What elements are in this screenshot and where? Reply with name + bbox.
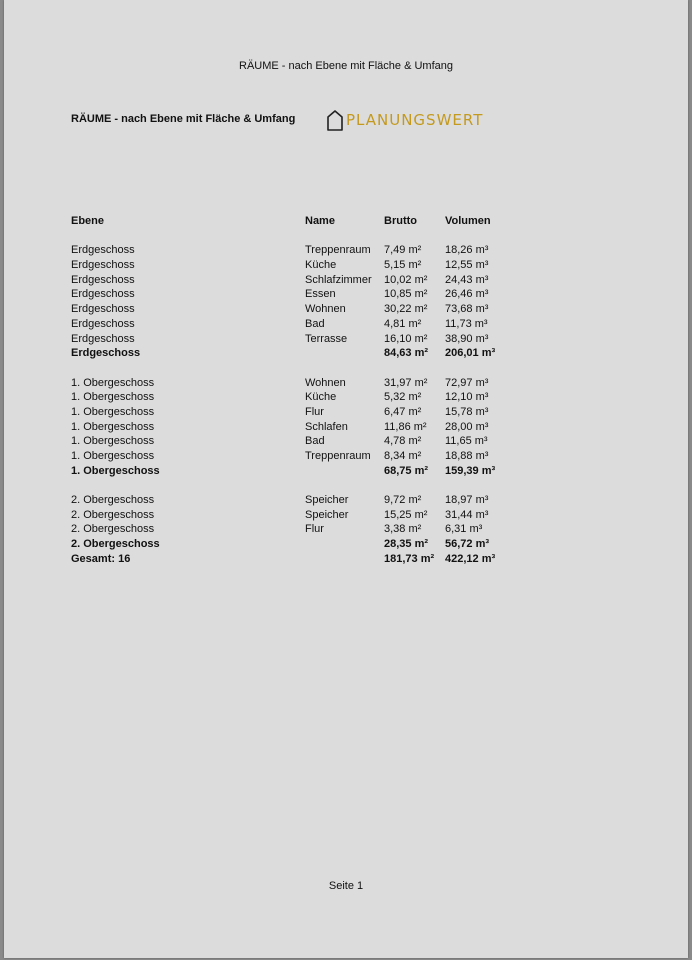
cell-volumen: 18,26 m³ [445,244,489,257]
cell-ebene: 1. Obergeschoss [71,435,155,448]
cell-brutto: 10,85 m² [384,288,428,301]
cell-ebene: 1. Obergeschoss [71,450,155,462]
cell-ebene: 1. Obergeschoss [71,420,155,433]
cell-volumen: 31,44 m³ [445,508,489,521]
page-number: Seite 1 [328,880,364,892]
cell-ebene: Erdgeschoss [71,244,135,257]
cell-volumen: 38,90 m³ [445,332,489,345]
column-header-volumen: Volumen [445,215,491,227]
cell-name: Wohnen [305,376,346,389]
cell-ebene: Erdgeschoss [71,273,135,286]
cell-volumen: 28,00 m³ [445,420,489,433]
cell-name: Flur [305,523,324,536]
cell-volumen: 11,73 m³ [445,317,488,330]
cell-name: Treppenraum [305,450,371,462]
cell-ebene: 1. Obergeschoss [71,391,155,404]
cell-brutto: 6,47 m² [384,405,422,418]
cell-volumen: 11,65 m³ [445,435,488,448]
cell-name: Treppenraum [305,244,371,257]
cell-ebene: 1. Obergeschoss [71,376,155,389]
cell-volumen: 159,39 m³ [445,464,496,477]
report-title: RÄUME - nach Ebene mit Fläche & Umfang [71,113,296,125]
cell-volumen: 18,97 m³ [445,494,489,507]
cell-brutto: 15,25 m² [384,508,428,521]
cell-brutto: 28,35 m² [384,538,429,551]
page-header-title: RÄUME - nach Ebene mit Fläche & Umfang [239,60,453,72]
cell-volumen: 56,72 m³ [445,538,490,551]
cell-name: Bad [305,317,325,330]
cell-brutto: 5,32 m² [384,391,422,404]
cell-brutto: 181,73 m² [384,552,435,565]
house-icon [326,109,344,131]
cell-brutto: 10,02 m² [384,273,428,286]
cell-ebene: 1. Obergeschoss [71,464,160,477]
cell-ebene: 2. Obergeschoss [71,508,155,521]
cell-name: Speicher [305,494,349,507]
cell-volumen: 206,01 m³ [445,347,496,360]
cell-ebene: 2. Obergeschoss [71,494,155,507]
cell-name: Schlafzimmer [305,273,372,286]
cell-ebene: Erdgeschoss [71,288,135,301]
cell-name: Essen [305,288,336,301]
logo-wordmark: PLANUNGSWERT [346,111,484,129]
cell-volumen: 12,10 m³ [445,391,489,404]
cell-brutto: 4,81 m² [384,317,422,330]
cell-ebene: Gesamt: 16 [71,552,131,565]
cell-ebene: Erdgeschoss [71,347,141,360]
cell-volumen: 73,68 m³ [445,303,489,316]
cell-volumen: 18,88 m³ [445,450,489,462]
cell-volumen: 15,78 m³ [445,405,489,418]
cell-name: Wohnen [305,303,346,316]
cell-brutto: 84,63 m² [384,347,429,360]
cell-volumen: 72,97 m³ [445,376,489,389]
column-header-ebene: Ebene [71,215,105,227]
cell-name: Bad [305,435,325,448]
cell-name: Küche [305,259,337,272]
cell-name: Speicher [305,508,349,521]
cell-name: Küche [305,391,337,404]
cell-brutto: 8,34 m² [384,450,422,462]
cell-brutto: 68,75 m² [384,464,429,477]
cell-brutto: 11,86 m² [384,420,427,433]
cell-brutto: 31,97 m² [384,376,428,389]
cell-volumen: 422,12 m³ [445,552,496,565]
cell-ebene: 1. Obergeschoss [71,405,155,418]
cell-brutto: 30,22 m² [384,303,428,316]
cell-ebene: 2. Obergeschoss [71,538,160,551]
cell-brutto: 16,10 m² [384,332,428,345]
cell-ebene: Erdgeschoss [71,259,135,272]
column-header-name: Name [305,215,335,227]
cell-name: Flur [305,405,324,418]
cell-brutto: 9,72 m² [384,494,422,507]
cell-name: Terrasse [305,332,348,345]
cell-brutto: 4,78 m² [384,435,422,448]
cell-brutto: 7,49 m² [384,244,422,257]
cell-brutto: 5,15 m² [384,259,422,272]
cell-name: Schlafen [305,420,348,433]
cell-volumen: 6,31 m³ [445,523,483,536]
column-header-brutto: Brutto [384,215,417,227]
company-logo [326,108,483,132]
cell-volumen: 26,46 m³ [445,288,489,301]
document-page [4,0,688,958]
cell-volumen: 12,55 m³ [445,259,489,272]
cell-ebene: Erdgeschoss [71,303,135,316]
cell-ebene: Erdgeschoss [71,332,135,345]
cell-brutto: 3,38 m² [384,523,422,536]
cell-ebene: Erdgeschoss [71,317,135,330]
cell-ebene: 2. Obergeschoss [71,523,155,536]
cell-volumen: 24,43 m³ [445,273,489,286]
